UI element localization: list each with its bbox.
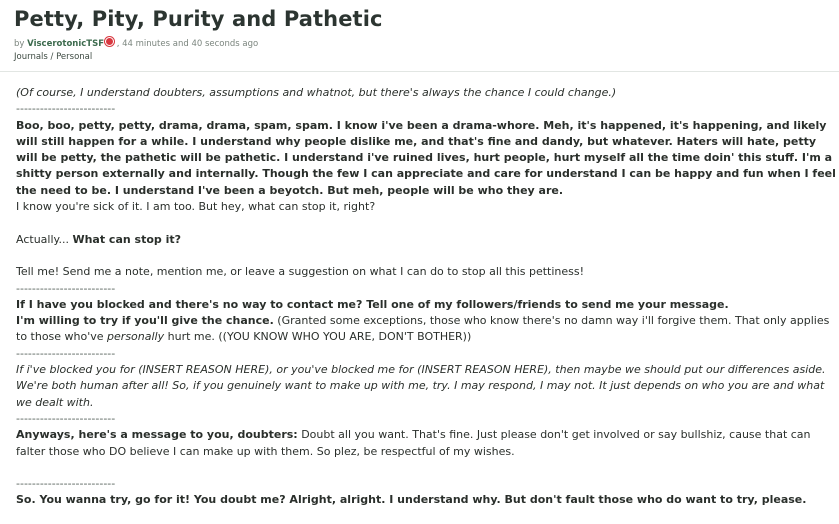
bold-paragraph: Boo, boo, petty, petty, drama, drama, spam, spam. I know i've been a drama-whore. Meh, it's happened, it's happening, and likely will still happen for a while. I understand why people dislike me, and that's fine and dandy, but whatever. Haters will hate, petty will be petty, the pathetic will be pathetic. I understand i've ruined lives, hurt people, hurt myself all the time doin' this stuff. I'm a shitty person externally and internally. Though the few I can appreciate and care for understand I can be happy and fun when I feel the need to be. I understand I've been a beyotch. But meh, people will be who they are. [16,118,836,197]
category-journals-link[interactable]: Journals [14,52,48,62]
text-separator: ------------------------- [16,102,116,116]
text-separator: ------------------------- [16,477,116,491]
byline [14,37,829,50]
journal-body [16,85,836,509]
final-line: So. You wanna try, go for it! You doubt me? Alright, alright. I understand why. But don't fault those who do want to try, please. [16,493,807,507]
willing-text: I'm willing to try if you'll give the chance. [16,314,274,328]
header-divider [0,71,839,72]
post-time: , 44 minutes and 40 seconds ago [116,39,259,49]
tell-line: Tell me! Send me a note, mention me, or leave a suggestion on what I can do to stop all this pettiness! [16,265,585,279]
actually-question: What can stop it? [72,232,182,246]
category-separator: / [47,52,57,62]
journal-header [14,6,829,63]
text-separator: ------------------------- [16,346,116,360]
italic-paragraph: If i've blocked you for (INSERT REASON HERE), or you've blocked me for (INSERT REASON HERE), then maybe we should put our differences aside. We're both human after all! So, if you genuinely want to make up with me, try. I may respond, I may not. It just depends on who you are and what we dealt with. [16,363,826,409]
blocked-line-2 [16,313,836,346]
journal-title: Petty, Pity, Purity and Pathetic [14,7,383,31]
byline-by: by [14,39,25,49]
blocked-line-1: If I have you blocked and there's no way to contact me? Tell one of my followers/friends to send me your message. [16,297,729,311]
text-separator: ------------------------- [16,281,116,295]
text-separator: ------------------------- [16,411,116,425]
actually-prefix: Actually... [16,232,73,246]
actually-line [16,232,836,248]
granted-emphasis: personally [107,330,165,344]
granted-text: (Granted some exceptions, those who know there's no damn way i'll forgive them. That only applies to those who've [16,314,830,344]
author-link[interactable]: ViscerotonicTSF [27,39,105,49]
intro-text: (Of course, I understand doubters, assumptions and whatnot, but there's always the chance I could change.) [16,86,617,99]
anyways-rest: Doubt all you want. That's fine. Just please don't get involved or say bullshiz, cause that can falter those who DO believe I can make up with them. So plez, be respectful of my wishes. [16,428,811,458]
anyways-lead: Anyways, here's a message to you, doubters: [16,428,298,442]
category-breadcrumb [14,51,829,63]
sick-line: I know you're sick of it. I am too. But hey, what can stop it, right? [16,200,376,214]
anyways-paragraph [16,427,836,460]
category-personal-link[interactable]: Personal [56,52,93,62]
granted-text-end: hurt me. ((YOU KNOW WHO YOU ARE, DON'T BOTHER)) [164,330,472,344]
member-badge-icon [105,37,114,46]
